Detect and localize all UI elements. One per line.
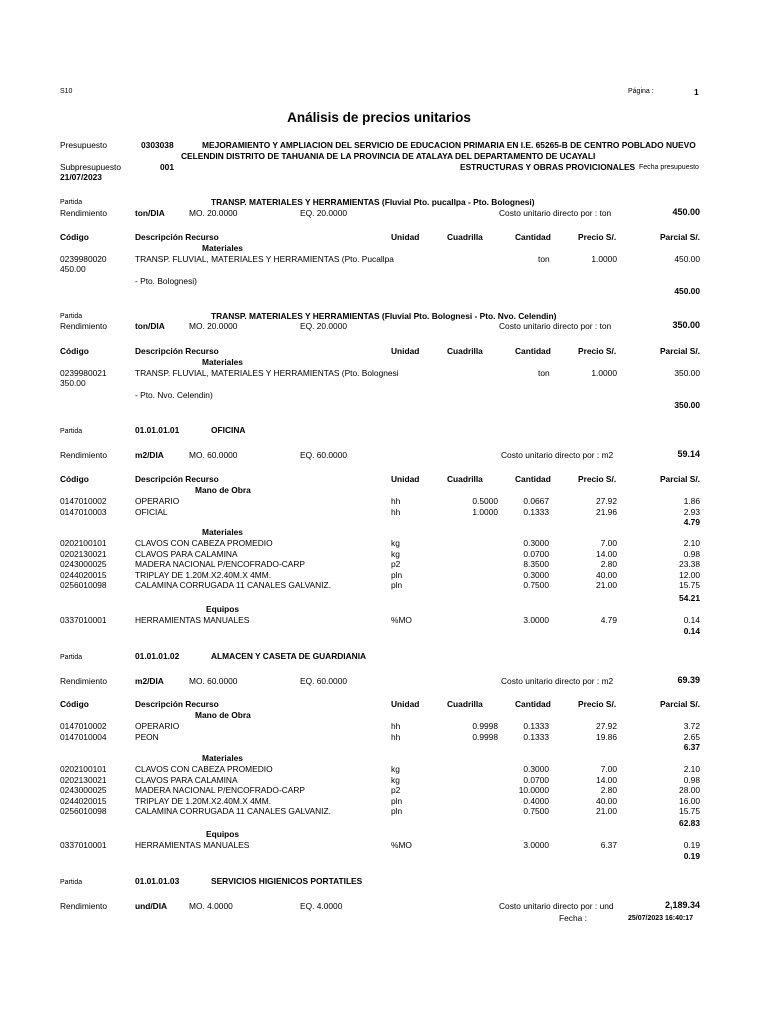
col-cantidad: Cantidad — [515, 346, 551, 356]
col-parcial: Parcial S/. — [659, 474, 700, 484]
col-precio: Precio S/. — [578, 232, 617, 242]
cell-cantidad: 10.0000 — [518, 785, 549, 796]
cell-unidad: p2 — [391, 785, 401, 796]
cell-parcial: 2.10 — [683, 764, 700, 774]
cell-precio: 2.80 — [600, 559, 617, 570]
costo-label: Costo unitario directo por : m2 — [501, 676, 614, 686]
col-codigo: Código — [60, 346, 89, 356]
col-codigo: Código — [60, 232, 89, 242]
col-descripcion: Descripción Recurso — [135, 232, 219, 242]
cell-codigo: 0202130021 — [60, 774, 107, 785]
cell-parcial: 0.98 — [683, 548, 700, 559]
item-extra: 350.00 — [60, 378, 86, 388]
item-precio: 1.0000 — [591, 254, 617, 264]
rendimiento-label: Rendimiento — [60, 450, 108, 460]
cell-codigo: 0243000025 — [60, 785, 107, 796]
col-cuadrilla: Cuadrilla — [447, 474, 483, 484]
cell-cantidad: 0.1333 — [523, 506, 549, 517]
mano-obra-total: 4.79 — [683, 517, 700, 527]
costo-label: Costo unitario directo por : m2 — [501, 450, 614, 460]
partida-label: Partida — [60, 879, 83, 886]
cell-parcial: 15.75 — [679, 580, 700, 591]
cell-descripcion: OPERARIO — [135, 721, 180, 731]
equipos-total: 0.19 — [683, 851, 700, 861]
col-precio: Precio S/. — [578, 346, 617, 356]
cell-precio: 14.00 — [596, 548, 617, 559]
materiales-total: 62.83 — [679, 818, 700, 828]
col-parcial: Parcial S/. — [659, 346, 700, 356]
group-materiales: Materiales — [202, 243, 243, 253]
cell-cantidad: 3.0000 — [523, 840, 549, 850]
cell-codigo: 0147010002 — [60, 496, 107, 506]
col-unidad: Unidad — [391, 699, 420, 709]
item-extra: 450.00 — [60, 264, 86, 274]
cell-descripcion: CLAVOS PARA CALAMINA — [135, 548, 238, 559]
cell-cantidad: 0.0700 — [523, 774, 549, 785]
group-equipos: Equipos — [206, 829, 240, 839]
eq-value: EQ. 4.0000 — [300, 901, 343, 911]
rendimiento-unit: m2/DIA — [135, 450, 164, 460]
cell-cantidad: 0.0667 — [523, 496, 549, 506]
cell-unidad: %MO — [391, 615, 412, 625]
mo-value: MO. 20.0000 — [189, 208, 238, 218]
partida-title: SERVICIOS HIGIENICOS PORTATILES — [211, 876, 363, 886]
partida-title: TRANSP. MATERIALES Y HERRAMIENTAS (Fluvial Pto. Bolognesi - Pto. Nvo. Celendin) — [211, 311, 557, 321]
cell-parcial: 2.10 — [683, 538, 700, 548]
cell-cantidad: 0.3000 — [523, 569, 549, 580]
col-cantidad: Cantidad — [515, 474, 551, 484]
cell-unidad: kg — [391, 774, 400, 785]
group-materiales: Materiales — [202, 753, 243, 763]
group-equipos: Equipos — [206, 604, 240, 614]
page-title: Análisis de precios unitarios — [287, 110, 471, 125]
costo-label: Costo unitario directo por : ton — [499, 208, 612, 218]
group-mano-obra: Mano de Obra — [195, 485, 251, 495]
cell-cantidad: 0.0700 — [523, 548, 549, 559]
equipos-total: 0.14 — [683, 626, 700, 636]
cell-cantidad: 0.1333 — [523, 721, 549, 731]
partida-label: Partida — [60, 654, 83, 661]
costo-unitario: 2,189.34 — [664, 900, 700, 910]
cell-codigo: 0202100101 — [60, 538, 107, 548]
mo-value: MO. 20.0000 — [189, 321, 238, 331]
partida-title: OFICINA — [211, 425, 246, 435]
col-cuadrilla: Cuadrilla — [447, 346, 483, 356]
rendimiento-label: Rendimiento — [60, 676, 108, 686]
cell-cantidad: 0.3000 — [523, 538, 549, 548]
cell-cuadrilla: 0.9998 — [472, 731, 498, 742]
cell-unidad: pln — [391, 580, 403, 591]
cell-unidad: pln — [391, 806, 403, 817]
cell-unidad: hh — [391, 496, 401, 506]
cell-descripcion: MADERA NACIONAL P/ENCOFRADO-CARP — [135, 785, 306, 796]
cell-descripcion: CLAVOS PARA CALAMINA — [135, 774, 238, 785]
col-cuadrilla: Cuadrilla — [447, 699, 483, 709]
cell-descripcion: OFICIAL — [135, 506, 168, 517]
eq-value: EQ. 60.0000 — [300, 450, 348, 460]
cell-unidad: hh — [391, 506, 401, 517]
presupuesto-label: Presupuesto — [60, 140, 108, 150]
report-code: S10 — [60, 88, 73, 95]
materiales-total: 54.21 — [679, 593, 700, 603]
cell-codigo: 0244020015 — [60, 569, 107, 580]
cell-descripcion: PEON — [135, 731, 159, 742]
col-cantidad: Cantidad — [515, 699, 551, 709]
cell-descripcion: CALAMINA CORRUGADA 11 CANALES GALVANIZ. — [135, 806, 331, 817]
eq-value: EQ. 20.0000 — [300, 321, 348, 331]
cell-unidad: %MO — [391, 840, 412, 850]
cell-cuadrilla: 1.0000 — [472, 506, 498, 517]
costo-label: Costo unitario directo por : und — [499, 901, 614, 911]
costo-unitario: 350.00 — [672, 320, 700, 330]
cell-descripcion: TRIPLAY DE 1.20M.X2.40M.X 4MM. — [135, 569, 272, 580]
cell-descripcion: MADERA NACIONAL P/ENCOFRADO-CARP — [135, 559, 306, 570]
fecha-presupuesto: 21/07/2023 — [60, 172, 102, 182]
partida-label: Partida — [60, 199, 83, 206]
col-cuadrilla: Cuadrilla — [447, 232, 483, 242]
partida-code: 01.01.01.03 — [135, 876, 180, 886]
cell-unidad: hh — [391, 731, 401, 742]
subpresupuesto-label: Subpresupuesto — [60, 162, 121, 172]
cell-cantidad: 0.3000 — [523, 764, 549, 774]
cell-parcial: 1.86 — [683, 496, 700, 506]
cell-unidad: pln — [391, 795, 403, 806]
cell-codigo: 0202130021 — [60, 548, 107, 559]
group-mano-obra: Mano de Obra — [195, 710, 251, 720]
cell-cantidad: 8.3500 — [523, 559, 549, 570]
cell-cantidad: 0.7500 — [523, 806, 549, 817]
item-parcial: 350.00 — [674, 368, 700, 378]
item-description: TRANSP. FLUVIAL, MATERIALES Y HERRAMIENTAS (Pto. Bolognesi — [135, 368, 399, 378]
cell-descripcion: TRIPLAY DE 1.20M.X2.40M.X 4MM. — [135, 795, 272, 806]
cell-codigo: 0147010004 — [60, 731, 107, 742]
rendimiento-label: Rendimiento — [60, 208, 108, 218]
cell-parcial: 2.65 — [683, 731, 700, 742]
col-unidad: Unidad — [391, 232, 420, 242]
cell-precio: 40.00 — [596, 569, 617, 580]
partida-title: TRANSP. MATERIALES Y HERRAMIENTAS (Fluvial Pto. pucallpa - Pto. Bolognesi) — [211, 197, 535, 207]
cell-codigo: 0337010001 — [60, 840, 107, 850]
cell-codigo: 0202100101 — [60, 764, 107, 774]
presupuesto-description: MEJORAMIENTO Y AMPLIACION DEL SERVICIO DE EDUCACION PRIMARIA EN I.E. 65265-B DE CENTRO POBLADO NUEVO — [202, 140, 696, 150]
rendimiento-unit: und/DIA — [135, 901, 168, 911]
costo-unitario: 450.00 — [672, 207, 700, 217]
item-description-line2: - Pto. Bolognesi) — [135, 276, 197, 286]
cell-codigo: 0256010098 — [60, 806, 107, 817]
partida-code: 01.01.01.02 — [135, 651, 180, 661]
subtotal: 350.00 — [674, 400, 700, 410]
subpresupuesto-code: 001 — [160, 162, 174, 172]
costo-unitario: 59.14 — [677, 449, 700, 459]
eq-value: EQ. 60.0000 — [300, 676, 348, 686]
cell-cantidad: 0.1333 — [523, 731, 549, 742]
item-unit: ton — [538, 254, 550, 264]
item-unit: ton — [538, 368, 550, 378]
presupuesto-code: 0303038 — [141, 140, 174, 150]
cell-precio: 21.96 — [596, 506, 617, 517]
partida-code: 01.01.01.01 — [135, 425, 180, 435]
item-description: TRANSP. FLUVIAL, MATERIALES Y HERRAMIENTAS (Pto. Pucallpa — [135, 254, 394, 264]
cell-parcial: 2.93 — [683, 506, 700, 517]
cell-codigo: 0244020015 — [60, 795, 107, 806]
fecha-label: Fecha : — [559, 913, 587, 923]
col-precio: Precio S/. — [578, 699, 617, 709]
rendimiento-unit: m2/DIA — [135, 676, 164, 686]
cell-precio: 27.92 — [596, 496, 617, 506]
mo-value: MO. 60.0000 — [189, 676, 238, 686]
cell-parcial: 3.72 — [683, 721, 700, 731]
cell-descripcion: HERRAMIENTAS MANUALES — [135, 615, 250, 625]
item-code: 0239980020 — [60, 254, 107, 264]
item-parcial: 450.00 — [674, 254, 700, 264]
col-parcial: Parcial S/. — [659, 232, 700, 242]
cell-unidad: p2 — [391, 559, 401, 570]
cell-codigo: 0337010001 — [60, 615, 107, 625]
presupuesto-description-line2: CELENDIN DISTRITO DE TAHUANIA DE LA PROVINCIA DE ATALAYA DEL DEPARTAMENTO DE UCAYALI — [181, 151, 596, 161]
cell-precio: 4.79 — [600, 615, 617, 625]
cell-unidad: kg — [391, 548, 400, 559]
cell-descripcion: CALAMINA CORRUGADA 11 CANALES GALVANIZ. — [135, 580, 331, 591]
cell-codigo: 0256010098 — [60, 580, 107, 591]
cell-parcial: 23.38 — [679, 559, 700, 570]
cell-cantidad: 0.4000 — [523, 795, 549, 806]
cell-parcial: 28.00 — [679, 785, 700, 796]
cell-parcial: 0.14 — [683, 615, 700, 625]
group-materiales: Materiales — [202, 357, 243, 367]
col-codigo: Código — [60, 474, 89, 484]
cell-precio: 21.00 — [596, 806, 617, 817]
fecha-value: 25/07/2023 16:40:17 — [628, 915, 693, 922]
item-precio: 1.0000 — [591, 368, 617, 378]
fecha-presupuesto-label: Fecha presupuesto — [639, 164, 699, 171]
col-descripcion: Descripción Recurso — [135, 699, 219, 709]
cell-parcial: 0.19 — [683, 840, 700, 850]
page-label: Página : — [628, 88, 654, 95]
cell-parcial: 16.00 — [679, 795, 700, 806]
partida-label: Partida — [60, 313, 83, 320]
cell-precio: 27.92 — [596, 721, 617, 731]
cell-codigo: 0243000025 — [60, 559, 107, 570]
rendimiento-unit: ton/DIA — [135, 208, 165, 218]
cell-unidad: kg — [391, 764, 400, 774]
cell-descripcion: CLAVOS CON CABEZA PROMEDIO — [135, 538, 273, 548]
cell-precio: 19.86 — [596, 731, 617, 742]
cell-cantidad: 3.0000 — [523, 615, 549, 625]
col-descripcion: Descripción Recurso — [135, 474, 219, 484]
item-description-line2: - Pto. Nvo. Celendin) — [135, 390, 213, 400]
partida-title: ALMACEN Y CASETA DE GUARDIANIA — [211, 651, 367, 661]
col-unidad: Unidad — [391, 346, 420, 356]
cell-precio: 2.80 — [600, 785, 617, 796]
mano-obra-total: 6.37 — [683, 742, 700, 752]
cell-descripcion: OPERARIO — [135, 496, 180, 506]
cell-unidad: hh — [391, 721, 401, 731]
cell-cantidad: 0.7500 — [523, 580, 549, 591]
cell-parcial: 12.00 — [679, 569, 700, 580]
partida-label: Partida — [60, 428, 83, 435]
cell-parcial: 0.98 — [683, 774, 700, 785]
col-precio: Precio S/. — [578, 474, 617, 484]
cell-cuadrilla: 0.5000 — [472, 496, 498, 506]
cell-descripcion: CLAVOS CON CABEZA PROMEDIO — [135, 764, 273, 774]
eq-value: EQ. 20.0000 — [300, 208, 348, 218]
cell-codigo: 0147010003 — [60, 506, 107, 517]
subtotal: 450.00 — [674, 286, 700, 296]
group-materiales: Materiales — [202, 527, 243, 537]
col-cantidad: Cantidad — [515, 232, 551, 242]
costo-unitario: 69.39 — [677, 675, 700, 685]
cell-precio: 7.00 — [600, 764, 617, 774]
mo-value: MO. 60.0000 — [189, 450, 238, 460]
rendimiento-unit: ton/DIA — [135, 321, 165, 331]
cell-precio: 21.00 — [596, 580, 617, 591]
cell-precio: 6.37 — [600, 840, 617, 850]
costo-label: Costo unitario directo por : ton — [499, 321, 612, 331]
cell-unidad: pln — [391, 569, 403, 580]
cell-cuadrilla: 0.9998 — [472, 721, 498, 731]
cell-codigo: 0147010002 — [60, 721, 107, 731]
cell-parcial: 15.75 — [679, 806, 700, 817]
col-unidad: Unidad — [391, 474, 420, 484]
subpresupuesto-description: ESTRUCTURAS Y OBRAS PROVICIONALES — [460, 162, 636, 172]
cell-unidad: kg — [391, 538, 400, 548]
col-codigo: Código — [60, 699, 89, 709]
cell-precio: 7.00 — [600, 538, 617, 548]
col-parcial: Parcial S/. — [659, 699, 700, 709]
cell-descripcion: HERRAMIENTAS MANUALES — [135, 840, 250, 850]
rendimiento-label: Rendimiento — [60, 901, 108, 911]
item-code: 0239980021 — [60, 368, 107, 378]
cell-precio: 14.00 — [596, 774, 617, 785]
page-number: 1 — [694, 87, 699, 97]
mo-value: MO. 4.0000 — [189, 901, 233, 911]
col-descripcion: Descripción Recurso — [135, 346, 219, 356]
cell-precio: 40.00 — [596, 795, 617, 806]
rendimiento-label: Rendimiento — [60, 321, 108, 331]
